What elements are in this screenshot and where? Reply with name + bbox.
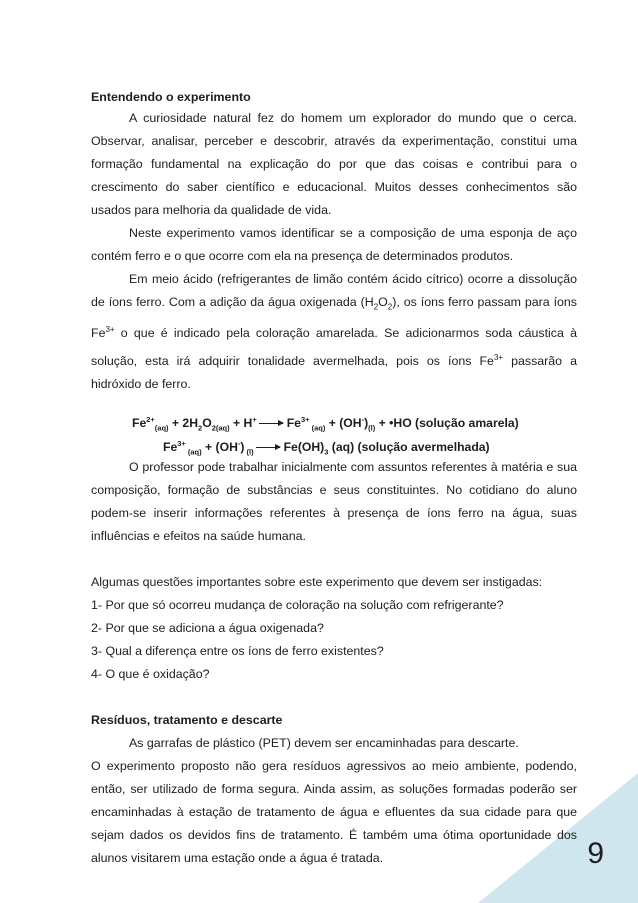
paragraph-pet-bottles: As garrafas de plástico (PET) devem ser encaminhadas para descarte. [129,735,519,750]
question-item: 2- Por que se adiciona a água oxigenada? [91,620,324,635]
page-number: 9 [587,837,604,870]
document-page [91,87,577,870]
paragraph-waste-treatment: O experimento proposto não gera resíduos agressivos ao meio ambiente, podendo, então, ser utilizado de forma segura. Ainda assim, as soluções formadas poderão ser encaminhadas à estação de tratamento de água e efluentes da sua cidade para que sejam dados os devidos fins de tratamento. É também uma ótima oportunidade dos alunos visitarem uma estação onde a água é tratada. [91,758,577,865]
paragraph-acid-medium: Em meio ácido (refrigerantes de limão contém ácido cítrico) ocorre a dissolução de íons ferro. Com a adição da água oxigenada $(H_2O_2)$, os íons ferro passam para íons $Fe^{3+}$ o que é indicado pela coloração amarelada. Se adicionarmos soda cáustica à solução, esta irá adquirir tonalidade avermelhada, pois os íons $Fe^{3+}$ passarão a hidróxido de ferro. [91,272,578,391]
section-heading-experiment: Entendendo o experimento [91,90,251,104]
question-item: 4- O que é oxidação? [91,666,210,681]
question-item: 3- Qual a diferença entre os íons de ferro existentes? [91,643,384,658]
equation-1: $Fe^{2+}_{(aq)} + 2H_2O_{2(aq)} + H^+$ $Fe^{3+}$ $_{(aq)} + (OH^-)_{(l)}$ + •HO (solução amarela) [132,414,519,433]
section-heading-waste: Resíduos, tratamento e descarte [91,712,283,727]
questions-intro: Algumas questões importantes sobre este experimento que devem ser instigadas: [91,574,543,589]
paragraph-curiosity: A curiosidade natural fez do homem um explorador do mundo que o cerca. Observar, analisar, perceber e descobrir, através da experimentação, constitui uma formação fundamental na explicação do por que das coisas e contribui para o crescimento do saber científico e educacional. Muitos desses conhecimentos são usados para melhoria da qualidade de vida. [91,111,577,217]
reaction-arrow-icon [259,423,283,424]
paragraph-teacher: O professor pode trabalhar inicialmente com assuntos referentes à matéria e sua composição, formação de substâncias e seus constituintes. No cotidiano do aluno podem-se inserir informações referentes à presença de íons ferro na água, suas influências e efeitos na saúde humana. [91,459,577,543]
reaction-arrow-icon [256,447,280,448]
equation-2: $Fe^{3+}$ $_{(aq)}$ + (OH-) $_{(l)}$ $Fe(OH)_3$ (aq) (solução avermelhada) [163,438,490,457]
paragraph-experiment-goal: Neste experimento vamos identificar se a composição de uma esponja de aço contém ferro e o que ocorre com ela na presença de determinados produtos. [91,226,577,263]
question-item: 1- Por que só ocorreu mudança de coloração na solução com refrigerante? [91,597,504,612]
